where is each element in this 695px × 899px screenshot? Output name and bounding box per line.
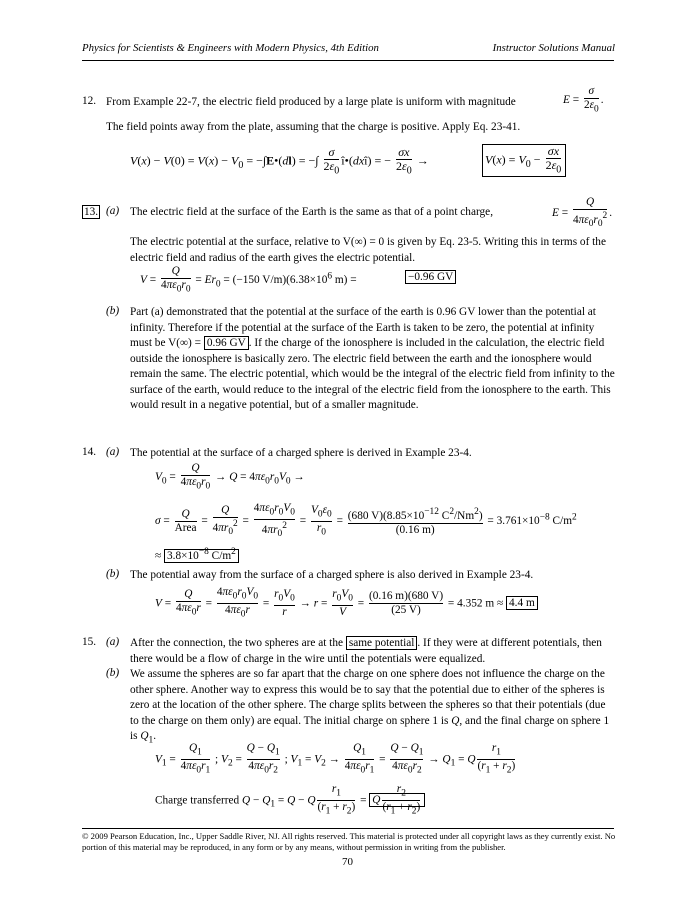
footer-copyright: © 2009 Pearson Education, Inc., Upper Saddle River, NJ. All rights reserved. This material is protected under all copyright laws as they currently exist. No portion of this material may be reproduced, in any form or by any means, without permission in writing from the publisher. xyxy=(82,831,616,852)
p14-part-b-label: (b) xyxy=(106,568,120,580)
p14-b-line: The potential away from the surface of a charged sphere is also derived in Example 23-4. xyxy=(130,569,534,581)
p12-answer-box: $V(x) = V_0$ − $\frac{\sigma x}{2\varepsilon_0}$ xyxy=(482,144,566,177)
p14-a-answer-box: $3.8\times 10^{-8}$ $C/m^2$ xyxy=(164,549,239,563)
p15-b-answer-box: Q $\frac{r_2}{(r_1 + r_2)}$ xyxy=(369,793,425,807)
problem-number-13: 13. xyxy=(84,206,99,218)
p12-field-eq: E = $\frac{\sigma}{2\varepsilon_0}$ . xyxy=(563,85,604,115)
p13-a-paragraph: The electric potential at the surface, relative to V(∞) = 0 is given by Eq. 23-5. Writing this in terms of the electric field and radius of the earth gives the electric potential. xyxy=(130,236,606,264)
problem-number-14: 14. xyxy=(82,446,97,458)
problem-number-15: 15. xyxy=(82,636,97,648)
p13-a-line1: The electric field at the surface of the Earth is the same as that of a point charge, xyxy=(130,206,494,218)
p14-part-a-label: (a) xyxy=(106,446,120,458)
p15-eq2: Charge transferred $Q - Q_1 = Q - Q$ $\frac{r_1}{(r_1 + r_2)}$ = Q $\frac{r_2}{(r_1 + r_2)}$ xyxy=(155,783,425,819)
p13-part-a-label: (a) xyxy=(106,205,120,217)
p14-b-answer-box: 4.4 m xyxy=(506,596,538,610)
p15-b-paragraph: We assume the spheres are so far apart that the charge on one sphere does not influence the charge on the other sphere. Another way to express this would be to say that the potential due to either of the spheres is zero at the location of the other sphere. The charge splits between the spheres so that their potentials (due to the charge on them only) are equal. The initial charge on sphere 1 is Q, and the final charge on sphere 1 is $Q_1$. xyxy=(130,668,610,746)
p14-a-line: The potential at the surface of a charged sphere is derived in Example 23-4. xyxy=(130,447,472,459)
p14-eq3 xyxy=(155,547,239,562)
p13-b-text2: . If the charge of the ionosphere is included in the calculation, the electric field outside the ionosphere is basically zero. The electric field between the earth and the ionosphere would remain the same. The electric potential, which would be the integral of the electric field from infinity to the surface of the earth, would reduce to the integral of the electric field from the ionosphere to the earth. This would result in a negative potential, but of a smaller magnitude. xyxy=(130,337,615,411)
problem-number-12: 12. xyxy=(82,95,97,107)
footer-rule xyxy=(82,828,614,829)
header-rule xyxy=(82,60,614,61)
p15-a-post: . If they were at different potentials, then there would be a flow of charge in the wire until the potentials were equalized. xyxy=(130,637,602,665)
p14-approx-sign: ≈ xyxy=(155,549,162,562)
p13-part-b-label: (b) xyxy=(106,305,120,317)
p15-eq1: $V_1$ = $\frac{Q_1}{4\pi\varepsilon_0r_1}$ ; $V_2$ = $\frac{Q - Q_1}{4\pi\varepsilon_0r_2}$ ; $V_1 = V_2$ → $\frac{Q_1}{4\pi\varepsilon_0r_1}$ = $\frac{Q - Q_1}{4\pi\varepsilon_0r_2}$ → $Q_1 = Q$ $\frac{r_1}{(r_1 + r_2)}$ xyxy=(155,742,516,776)
p14-b-equation: V = $\frac{Q}{4\pi\varepsilon_0r}$ = $\frac{4\pi\varepsilon_0r_0V_0}{4\pi\varepsilon_0r}$ = $\frac{r_0V_0}{r}$ → r = $\frac{r_0V_0}{V}$ = $\frac{(0.16 m)(680 V)}{(25 V)}$ = 4.352 m ≈ 4.4 m xyxy=(155,586,538,622)
p13-b-paragraph xyxy=(130,305,615,414)
p15-a-pre: After the connection, the two spheres are at the xyxy=(130,637,343,649)
p15-a-paragraph xyxy=(130,636,615,667)
p13-b-answer-box: 0.96 GV xyxy=(204,336,249,350)
p15-part-a-label: (a) xyxy=(106,636,120,648)
header-book-title: Physics for Scientists & Engineers with Modern Physics, 4th Edition xyxy=(82,42,379,54)
p13-a-equation: V = $\frac{Q}{4\pi\varepsilon_0r_0}$ = $Er_0 = (-150$ $V/m)(6.38\times 10^6$ m) = xyxy=(140,265,357,295)
p12-line1: From Example 22-7, the electric field produced by a large plate is uniform with magnitude xyxy=(106,96,516,108)
p15-charge-transferred-label: Charge transferred xyxy=(155,794,240,807)
p12-integral-eq: $V(x) - V(0) = V(x) - V_0$ = −∫E•(dl) = −∫ $\frac{\sigma}{2\varepsilon_0}$ î•(dxî) = − $\frac{\sigma x}{2\varepsilon_0}$ → xyxy=(130,145,429,177)
header-manual-title: Instructor Solutions Manual xyxy=(492,42,615,54)
page-number: 70 xyxy=(342,856,353,868)
p15-a-answer-box: same potential xyxy=(346,636,418,650)
p13-b-text1: Part (a) demonstrated that the potential at the surface of the earth is 0.96 GV lower than the potential at infinity. Therefore if the potential at the surface of the Earth is taken to be zero, the potential at infinity must be V(∞) = xyxy=(130,306,596,349)
p13-a-answer-box: −0.96 GV xyxy=(405,270,456,284)
p14-eq2: σ = $\frac{Q}{\text{Area}}$ = $\frac{Q}{4\pi r_0^2}$ = $\frac{4\pi\varepsilon_0r_0V_0}{4\pi r_0^2}$ = $\frac{V_0\varepsilon_0}{r_0}$ = $\frac{(680 V)(8.85\times 10^{-12} C^2/Nm^2)}{(0.16 m)}$ = $3.761\times 10^{-8}$ $C/m^2$ xyxy=(155,502,577,540)
p13-point-charge-eq: E = $\frac{Q}{4\pi\varepsilon_0r_0^2}$ . xyxy=(552,196,613,230)
p12-line2: The field points away from the plate, assuming that the charge is positive. Apply Eq. 23-41. xyxy=(106,121,521,133)
p15-part-b-label: (b) xyxy=(106,667,120,679)
p14-eq1: $V_0$ = $\frac{Q}{4\pi\varepsilon_0r_0}$ → $Q = 4\pi\varepsilon_0r_0V_0$ → xyxy=(155,462,305,492)
